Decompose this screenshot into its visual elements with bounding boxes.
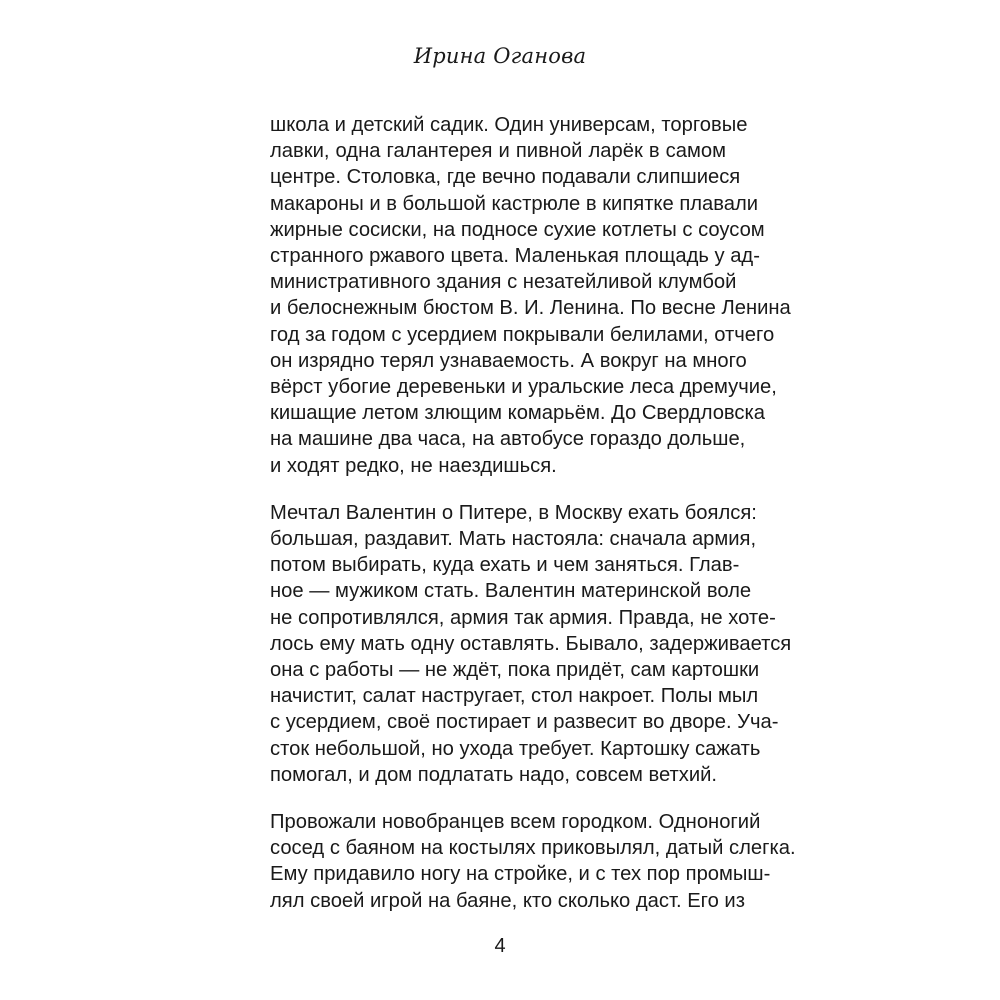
text-line: на машине два часа, на автобусе гораздо дольше, xyxy=(270,428,746,451)
text-line: лось ему мать одну оставлять. Бывало, задерживается xyxy=(270,632,792,655)
paragraph xyxy=(270,500,792,788)
text-line: ное — мужиком стать. Валентин материнской воле xyxy=(270,580,752,603)
paragraph xyxy=(270,112,791,479)
text-line: вёрст убогие деревеньки и уральские леса дремучие, xyxy=(270,376,777,399)
text-line: и ходят редко, не наездишься. xyxy=(270,454,557,477)
text-line: кишащие летом злющим комарьём. До Свердловска xyxy=(270,402,766,425)
running-head-author: Ирина Оганова xyxy=(413,44,587,68)
text-line: центре. Столовка, где вечно подавали слипшиеся xyxy=(270,166,741,189)
text-line: не сопротивлялся, армия так армия. Правда, не хоте- xyxy=(270,606,776,629)
text-line: год за годом с усердием покрывали белилами, отчего xyxy=(270,323,775,346)
text-line: сток небольшой, но ухода требует. Картошку сажать xyxy=(270,737,761,760)
text-line: странного ржавого цвета. Маленькая площадь у ад- xyxy=(270,245,760,268)
text-line: Мечтал Валентин о Питере, в Москву ехать боялся: xyxy=(270,501,757,524)
text-line: Провожали новобранцев всем городком. Одноногий xyxy=(270,811,761,834)
text-line: макароны и в большой кастрюле в кипятке плавали xyxy=(270,192,759,215)
text-line: он изрядно терял узнаваемость. А вокруг на много xyxy=(270,349,747,372)
text-line: сосед с баяном на костылях приковылял, датый слегка. xyxy=(270,837,796,860)
text-line: потом выбирать, куда ехать и чем заняться. Глав- xyxy=(270,554,740,577)
text-line: школа и детский садик. Один универсам, торговые xyxy=(270,114,748,136)
text-line: жирные сосиски, на подносе сухие котлеты с соусом xyxy=(270,218,765,241)
paragraph xyxy=(270,809,796,914)
text-line: начистит, салат настругает, стол накроет. Полы мыл xyxy=(270,685,759,708)
text-line: помогал, и дом подлатать надо, совсем ветхий. xyxy=(270,763,718,786)
text-line: она с работы — не ждёт, пока придёт, сам картошки xyxy=(270,659,760,682)
text-line: и белоснежным бюстом В. И. Ленина. По весне Ленина xyxy=(270,297,791,320)
text-line: лял своей игрой на баяне, кто сколько даст. Его из xyxy=(270,889,745,912)
text-line: Ему придавило ногу на стройке, и с тех пор промыш- xyxy=(270,863,771,886)
text-line: лавки, одна галантерея и пивной ларёк в самом xyxy=(270,140,726,163)
text-line: с усердием, своё постирает и развесит во дворе. Уча- xyxy=(270,711,779,734)
body-text xyxy=(270,112,796,935)
page-number: 4 xyxy=(494,935,506,957)
text-line: министративного здания с незатейливой клумбой xyxy=(270,271,737,294)
text-line: большая, раздавит. Мать настояла: сначала армия, xyxy=(270,528,757,551)
